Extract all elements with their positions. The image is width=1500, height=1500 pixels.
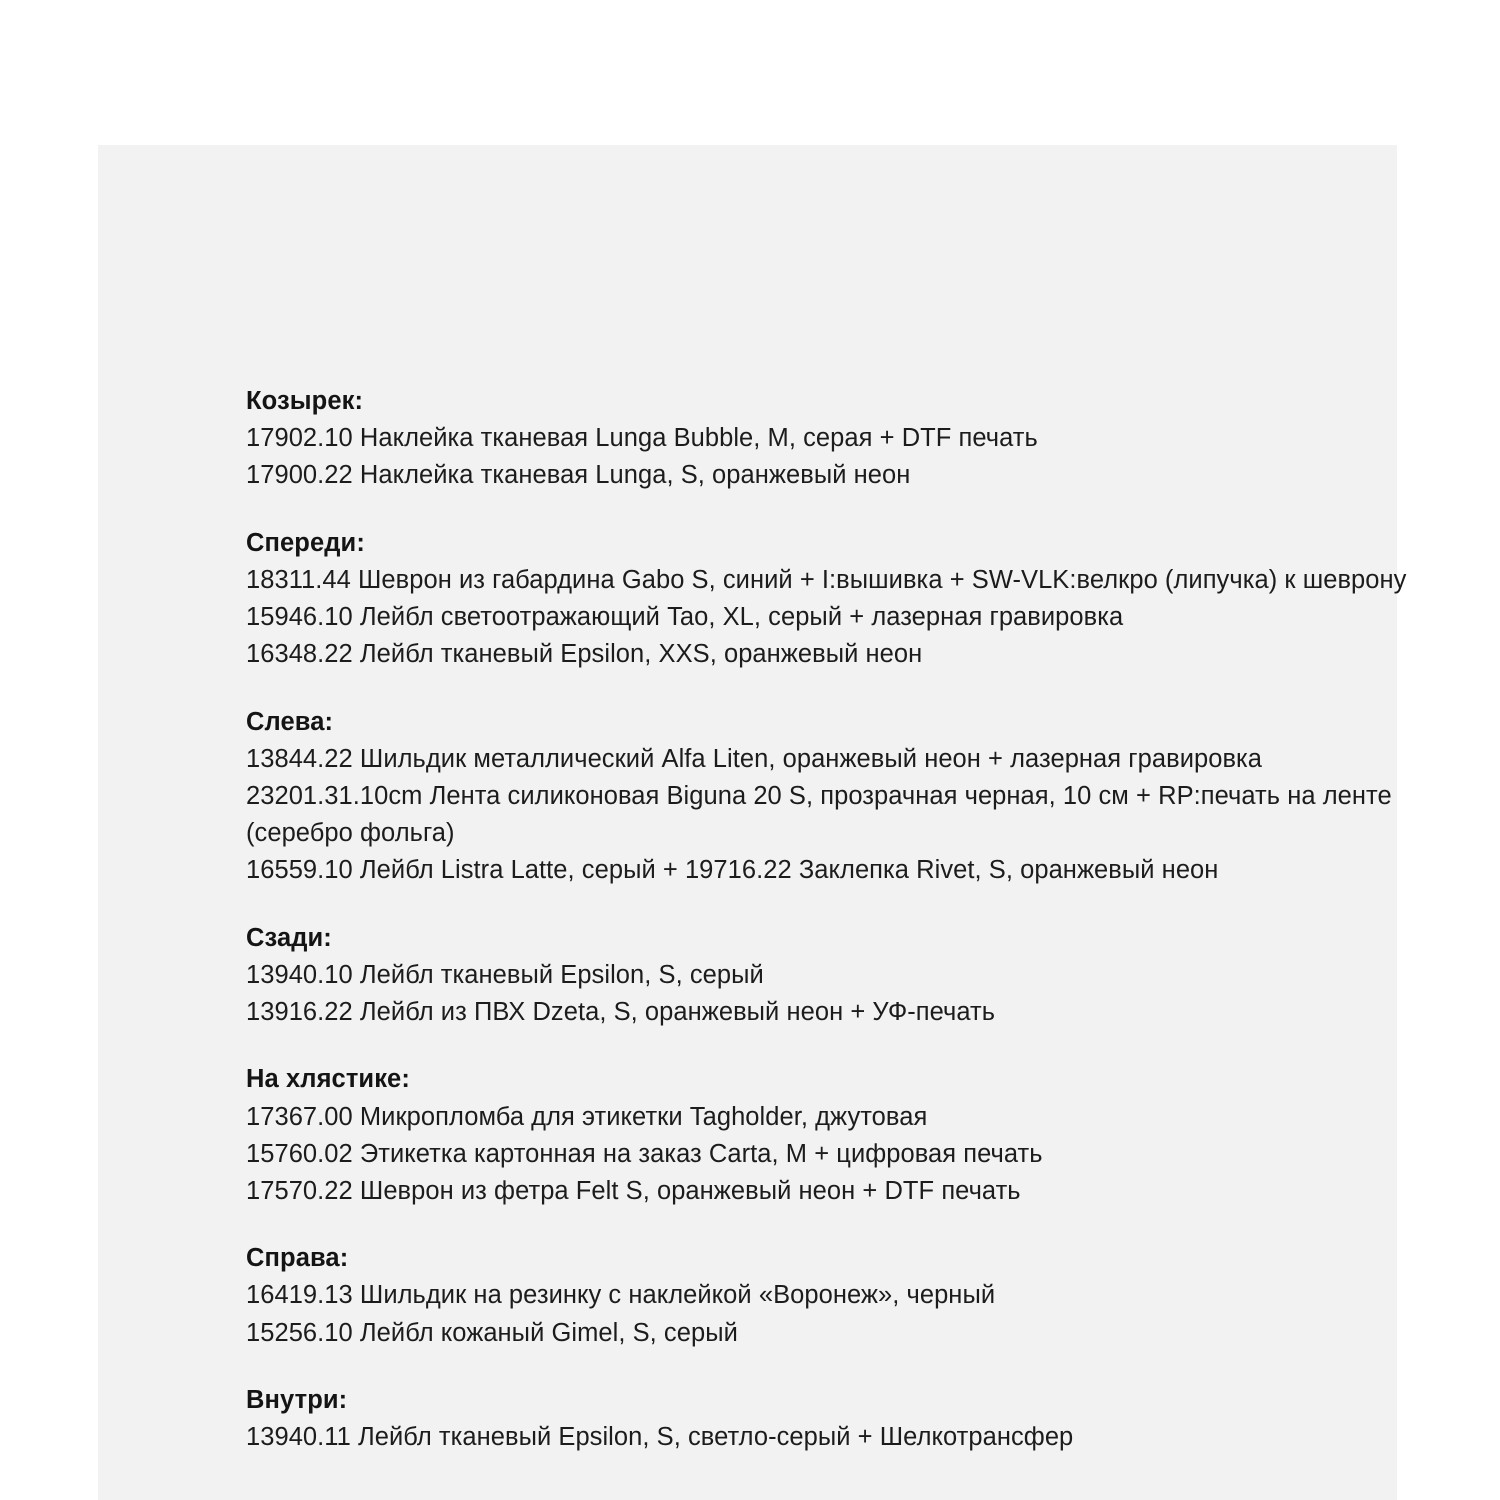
section-line: 23201.31.10cm Лента силиконовая Biguna 20 S, прозрачная черная, 10 см + RP:печать на ленте (серебро фольга) (246, 781, 1392, 848)
document-sheet (98, 145, 1407, 1500)
section-na-hlyastike (246, 1061, 1466, 1210)
section-title: Сзади: (246, 923, 332, 952)
section-line: 16348.22 Лейбл тканевый Epsilon, XXS, оранжевый неон (246, 640, 923, 669)
section-vnutri (246, 1382, 1466, 1456)
section-title: Справа: (246, 1244, 349, 1273)
section-szadi (246, 920, 1466, 1032)
section-line: 13940.10 Лейбл тканевый Epsilon, S, серый (246, 960, 764, 989)
section-sleva (246, 704, 1466, 890)
section-line: 13916.22 Лейбл из ПВХ Dzeta, S, оранжевый неон + УФ-печать (246, 998, 996, 1027)
section-title: Спереди: (246, 528, 365, 557)
section-kozyrek (246, 383, 1466, 495)
section-line: 18311.44 Шеврон из габардина Gabo S, синий + I:вышивка + SW-VLK:велкро (липучка) к шеврону (246, 565, 1407, 594)
section-title: Внутри: (246, 1385, 348, 1414)
section-line: 16419.13 Шильдик на резинку с наклейкой «Воронеж», черный (246, 1281, 996, 1310)
section-line: 15760.02 Этикетка картонная на заказ Carta, M + цифровая печать (246, 1139, 1043, 1168)
specification-list (246, 383, 1466, 1456)
section-speredi (246, 525, 1466, 674)
section-line: 17570.22 Шеврон из фетра Felt S, оранжевый неон + DTF печать (246, 1176, 1021, 1205)
section-sprava (246, 1240, 1466, 1352)
section-title: Козырек: (246, 387, 364, 415)
section-title: На хлястике: (246, 1065, 410, 1094)
section-line: 17367.00 Микропломба для этикетки Tagholder, джутовая (246, 1102, 928, 1131)
section-title: Слева: (246, 707, 334, 736)
section-line: 15256.10 Лейбл кожаный Gimel, S, серый (246, 1318, 738, 1347)
section-line: 17902.10 Наклейка тканевая Lunga Bubble, M, серая + DTF печать (246, 424, 1038, 453)
section-line: 17900.22 Наклейка тканевая Lunga, S, оранжевый неон (246, 461, 911, 490)
section-line: 13844.22 Шильдик металлический Alfa Liten, оранжевый неон + лазерная гравировка (246, 744, 1263, 773)
section-line: 13940.11 Лейбл тканевый Epsilon, S, светло-серый + Шелкотрансфер (246, 1423, 1074, 1452)
section-line: 16559.10 Лейбл Listra Latte, серый + 19716.22 Заклепка Rivet, S, оранжевый неон (246, 856, 1219, 885)
section-line: 15946.10 Лейбл светоотражающий Tao, XL, серый + лазерная гравировка (246, 603, 1124, 632)
